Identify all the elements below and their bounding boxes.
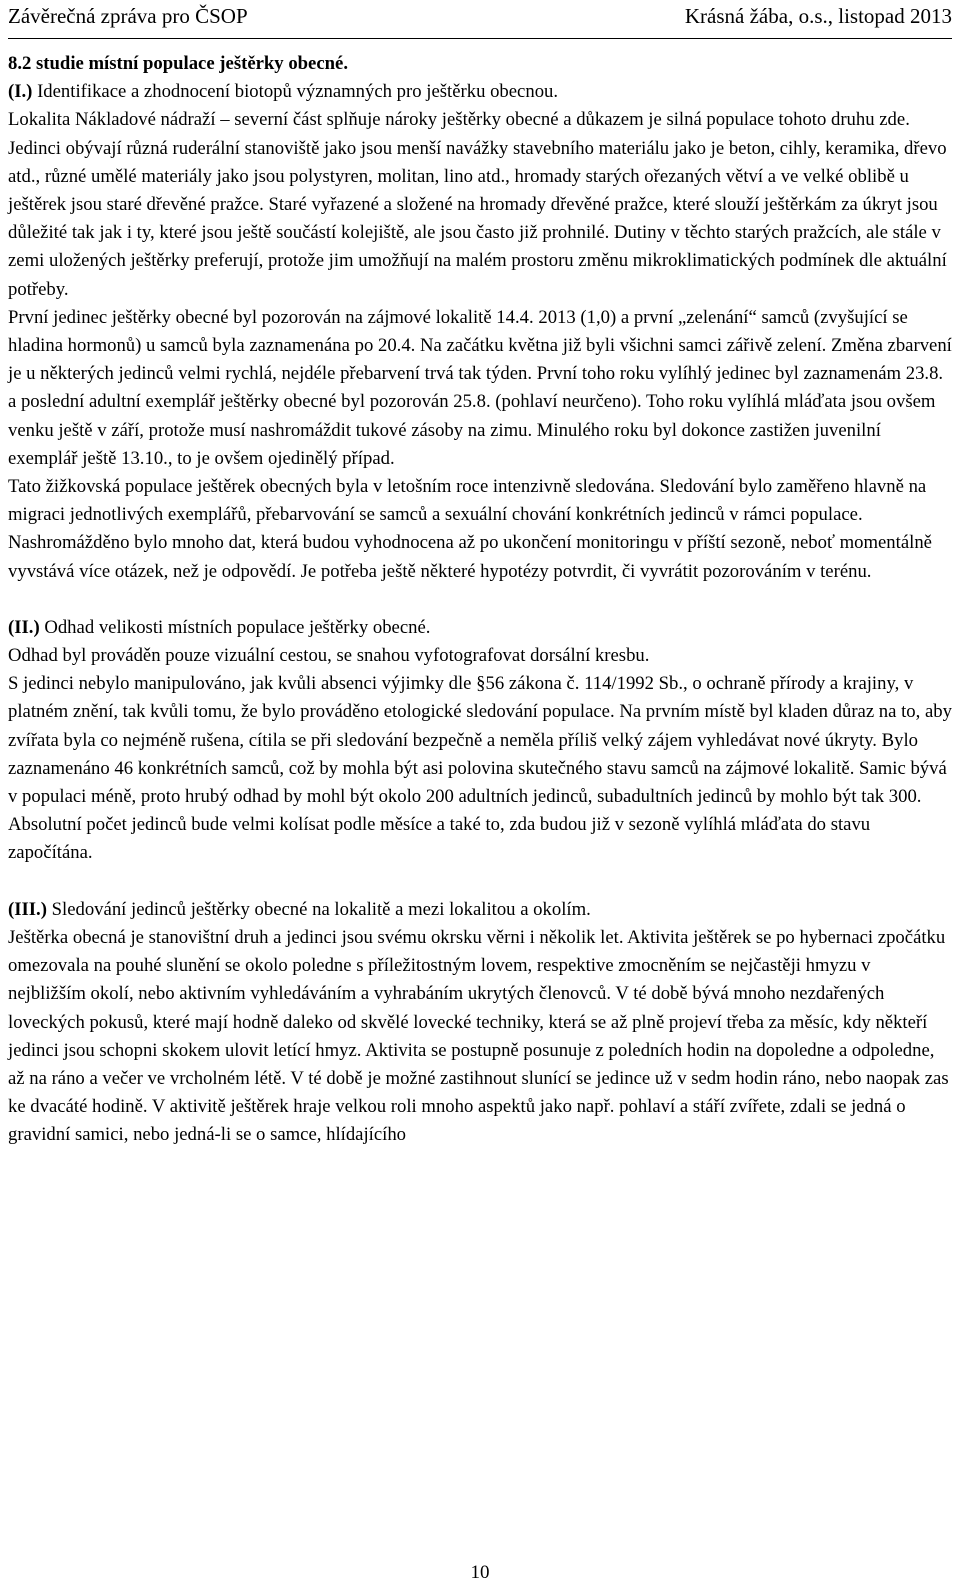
subsection-number-3: (III.) [8, 898, 47, 920]
paragraph: S jedinci nebylo manipulováno, jak kvůli absenci výjimky dle §56 zákona č. 114/1992 Sb., o ochraně přírody a krajiny, v platném znění, tak kvůli tomu, že bylo prováděno etologické sledování populace. Na prvním místě byl kladen důraz na to, aby zvířata byla co nejméně rušena, cítila se při sledování bezpečně a neměla příliš velký zájem vyhledávat nové úkryty. Bylo zaznamenáno 46 konkrétních samců, což by mohla být asi polovina skutečného stavu samců na zájmové lokalitě. Samic bývá v populaci méně, proto hrubý odhad by mohl být okolo 200 adultních jedinců, subadultních jedinců by mohlo být tak 300. Absolutní počet jedinců bude velmi kolísat podle měsíce a také to, zda budou již v sezoně vylíhlá mláďata do stavu započítána. [8, 673, 952, 864]
subsection-title-3: Sledování jedinců ještěrky obecné na lokalitě a mezi lokalitou a okolím. [46, 898, 591, 920]
header-title-right: Krásná žába, o.s., listopad 2013 [684, 4, 952, 28]
spacer [8, 868, 952, 896]
subsection-title-1: Identifikace a zhodnocení biotopů významných pro ještěrku obecnou. [32, 81, 559, 103]
header-divider [8, 38, 952, 39]
paragraph: Tato žižkovská populace ještěrek obecných byla v letošním roce intenzivně sledována. Sledování bylo zaměřeno hlavně na migraci jednotlivých exemplářů, přebarvování se samců a sexuální chování konkrétních jedinců v rámci populace. Nashromážděno bylo mnoho dat, která budou vyhodnocena až po ukončení monitoringu v příští sezoně, neboť momentálně vyvstává více otázek, než je odpovědí. Je potřeba ještě některé hypotézy potvrdit, či vyvrátit pozorováním v terénu. [8, 476, 932, 582]
subsection-heading-1 [8, 78, 952, 106]
spacer [8, 586, 952, 614]
paragraph: Odhad byl prováděn pouze vizuální cestou, se snahou vyfotografovat dorsální kresbu. [8, 645, 650, 667]
header-title-left: Závěrečná zpráva pro ČSOP [8, 4, 248, 28]
page-number: 10 [470, 1562, 490, 1583]
document-body [8, 50, 952, 1150]
subsection-number-1: (I.) [8, 81, 33, 103]
paragraph: Lokalita Nákladové nádraží – severní část splňuje nároky ještěrky obecné a důkazem je silná populace tohoto druhu zde. Jedinci obývají různá ruderální stanoviště jako jsou menší navážky stavebního materiálu jako je beton, cihly, keramika, dřevo atd., různé umělé materiály jako jsou polystyren, molitan, lino atd., hromady starých ořezaných větví a ve velké oblibě u ještěrek jsou staré dřevěné pražce. Staré vyřazené a složené na hromady dřevěné pražce, které slouží ještěrkám za úkryt jsou důležité tak jak i ty, které jsou ještě součástí kolejiště, ale jsou často již prohnilé. Dutiny v těchto starých pražcích, ale stále v zemi uložených ještěrky preferují, protože jim umožňují na malém prostoru změnu mikroklimatických podmínek dle aktuální potřeby. [8, 109, 947, 300]
subsection-number-2: (II.) [8, 616, 40, 638]
paragraph: Ještěrka obecná je stanovištní druh a jedinci jsou svému okrsku věrni i několik let. Aktivita ještěrek se po hybernaci zpočátku omezovala na pouhé slunění se okolo poledne s příležitostným lovem, respektive zmocněním se nejčastěji hmyzu v nejbližším okolí, nebo aktivním vyhledáváním a vyhrabáním ukrytých členovců. V té době bývá mnoho nezdařených loveckých pokusů, které mají hodně daleko od skvělé lovecké techniky, která se až plně projeví třeba za měsíc, kdy někteří jedinci jsou schopni skokem ulovit letící hmyz. Aktivita se postupně posunuje z poledních hodin na dopoledne a odpoledne, až na ráno a večer ve vrcholném létě. V té době je možné zastihnout slunící se jedince už v sedm hodin ráno, nebo naopak zas ke dvacáté hodině. V aktivitě ještěrek hraje velkou roli mnoho aspektů jako např. pohlaví a stáří zvířete, zdali se jedná o gravidní samici, nebo jedná-li se o samce, hlídajícího [8, 926, 949, 1146]
page-header [0, 0, 960, 40]
section-title: 8.2 studie místní populace ještěrky obecné. [8, 53, 348, 74]
paragraph: První jedinec ještěrky obecné byl pozorován na zájmové lokalitě 14.4. 2013 (1,0) a první „zelenání“ samců (zvyšující se hladina hormonů) u samců byla zaznamenána po 20.4. Na začátku května již byli všichni samci zářivě zelení. Změna zbarvení je u některých jedinců velmi rychlá, nejdéle přebarvení trvá tak týden. První toho roku vylíhlý jedinec byl zaznamenám 23.8. a poslední adultní exemplář ještěrky obecné byl pozorován 25.8. (pohlaví neurčeno). Toho roku vylíhlá mláďata jsou ovšem venku ještě v září, protože musí nashromáždit tukové zásoby na zimu. Minulého roku byl dokonce zastižen juvenilní exemplář ještě 13.10., to je ovšem ojedinělý případ. [8, 306, 952, 469]
subsection-title-2: Odhad velikosti místních populace ještěrky obecné. [39, 616, 431, 638]
subsection-heading-2 [8, 614, 952, 642]
subsection-heading-3 [8, 896, 952, 924]
